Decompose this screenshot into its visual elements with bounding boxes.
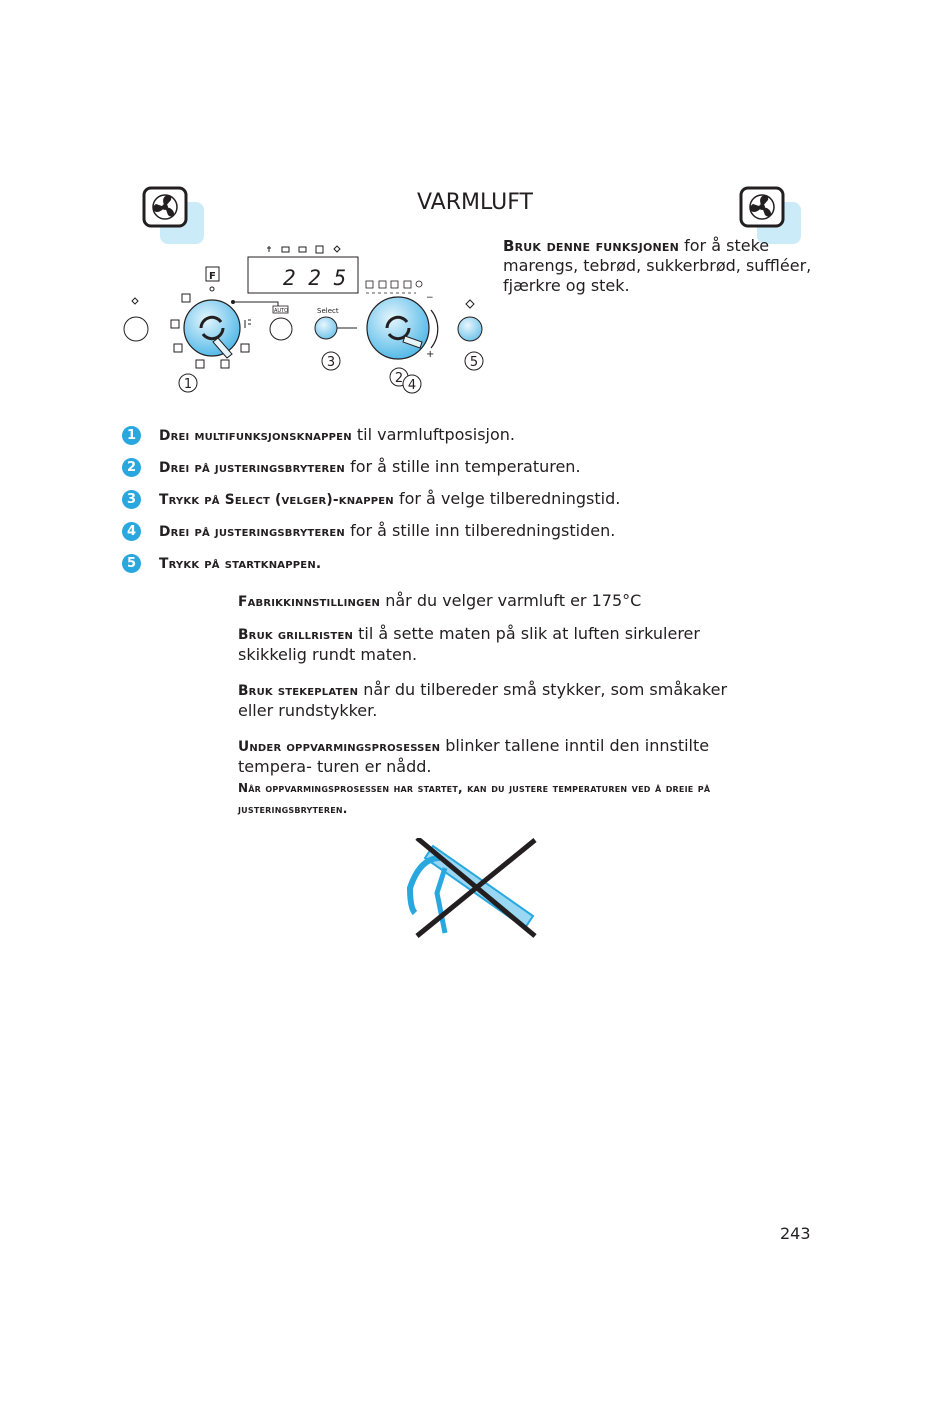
note-factory-setting: Fabrikkinnstillingen når du velger varmluft er 175°C	[238, 591, 642, 610]
step-4	[122, 521, 615, 542]
svg-text:2: 2	[394, 371, 404, 386]
step-text: for å velge tilberedningstid.	[393, 489, 621, 508]
step-1	[122, 425, 515, 446]
svg-text:+: +	[426, 349, 435, 360]
svg-text:Select: Select	[317, 307, 339, 315]
step-number: 2	[122, 458, 141, 477]
intro-paragraph	[503, 236, 823, 296]
step-lead: Drei på justeringsbryteren	[159, 524, 345, 540]
svg-text:1: 1	[183, 377, 193, 392]
intro-text: for å steke marengs, tebrød, sukkerbrød, suffléer, fjærkre og stek.	[503, 236, 812, 295]
step-lead: Trykk på Select (velger)-knappen	[159, 492, 394, 508]
note-baking-tray: Bruk stekeplaten når du tilbereder små stykker, som småkaker eller rundstykker.	[238, 680, 728, 720]
note-heating: Under oppvarmingsprosessen blinker tallene inntil den innstilte tempera- turen er nådd.	[238, 736, 710, 776]
svg-text:−: −	[426, 293, 434, 303]
svg-text:4: 4	[407, 378, 417, 393]
step-lead: Trykk på startknappen.	[159, 556, 322, 572]
step-number: 5	[122, 554, 141, 573]
note-grill-rack: Bruk grillristen til å sette maten på slik at luften sirkulerer skikkelig rundt maten.	[238, 624, 700, 664]
step-3	[122, 489, 620, 510]
intro-lead: Bruk denne funksjonen	[503, 237, 680, 255]
page-title: VARMLUFT	[417, 190, 533, 215]
step-text: til varmluftposisjon.	[351, 425, 515, 444]
step-text: for å stille inn tilberedningstiden.	[344, 521, 616, 540]
step-number: 3	[122, 490, 141, 509]
step-text: for å stille inn temperaturen.	[344, 457, 581, 476]
svg-text:AUTO: AUTO	[274, 308, 289, 314]
svg-text:F: F	[209, 271, 216, 282]
no-spray-icon	[405, 838, 545, 938]
step-2	[122, 457, 581, 478]
fan-icon	[142, 186, 188, 228]
svg-text:3: 3	[326, 355, 336, 370]
step-number: 1	[122, 426, 141, 445]
control-panel-diagram	[115, 240, 495, 400]
step-lead: Drei multifunksjonsknappen	[159, 428, 352, 444]
display-readout: 2 2 5	[283, 266, 347, 290]
warning-note: Når oppvarmingsprosessen har startet, kan du justere temperaturen ved å dreie på justeringsbryteren.	[238, 781, 711, 816]
step-number: 4	[122, 522, 141, 541]
step-5	[122, 553, 321, 574]
page-number: 243	[780, 1224, 811, 1243]
step-lead: Drei på justeringsbryteren	[159, 460, 345, 476]
fan-icon-right	[739, 186, 785, 228]
svg-text:5: 5	[469, 355, 479, 370]
